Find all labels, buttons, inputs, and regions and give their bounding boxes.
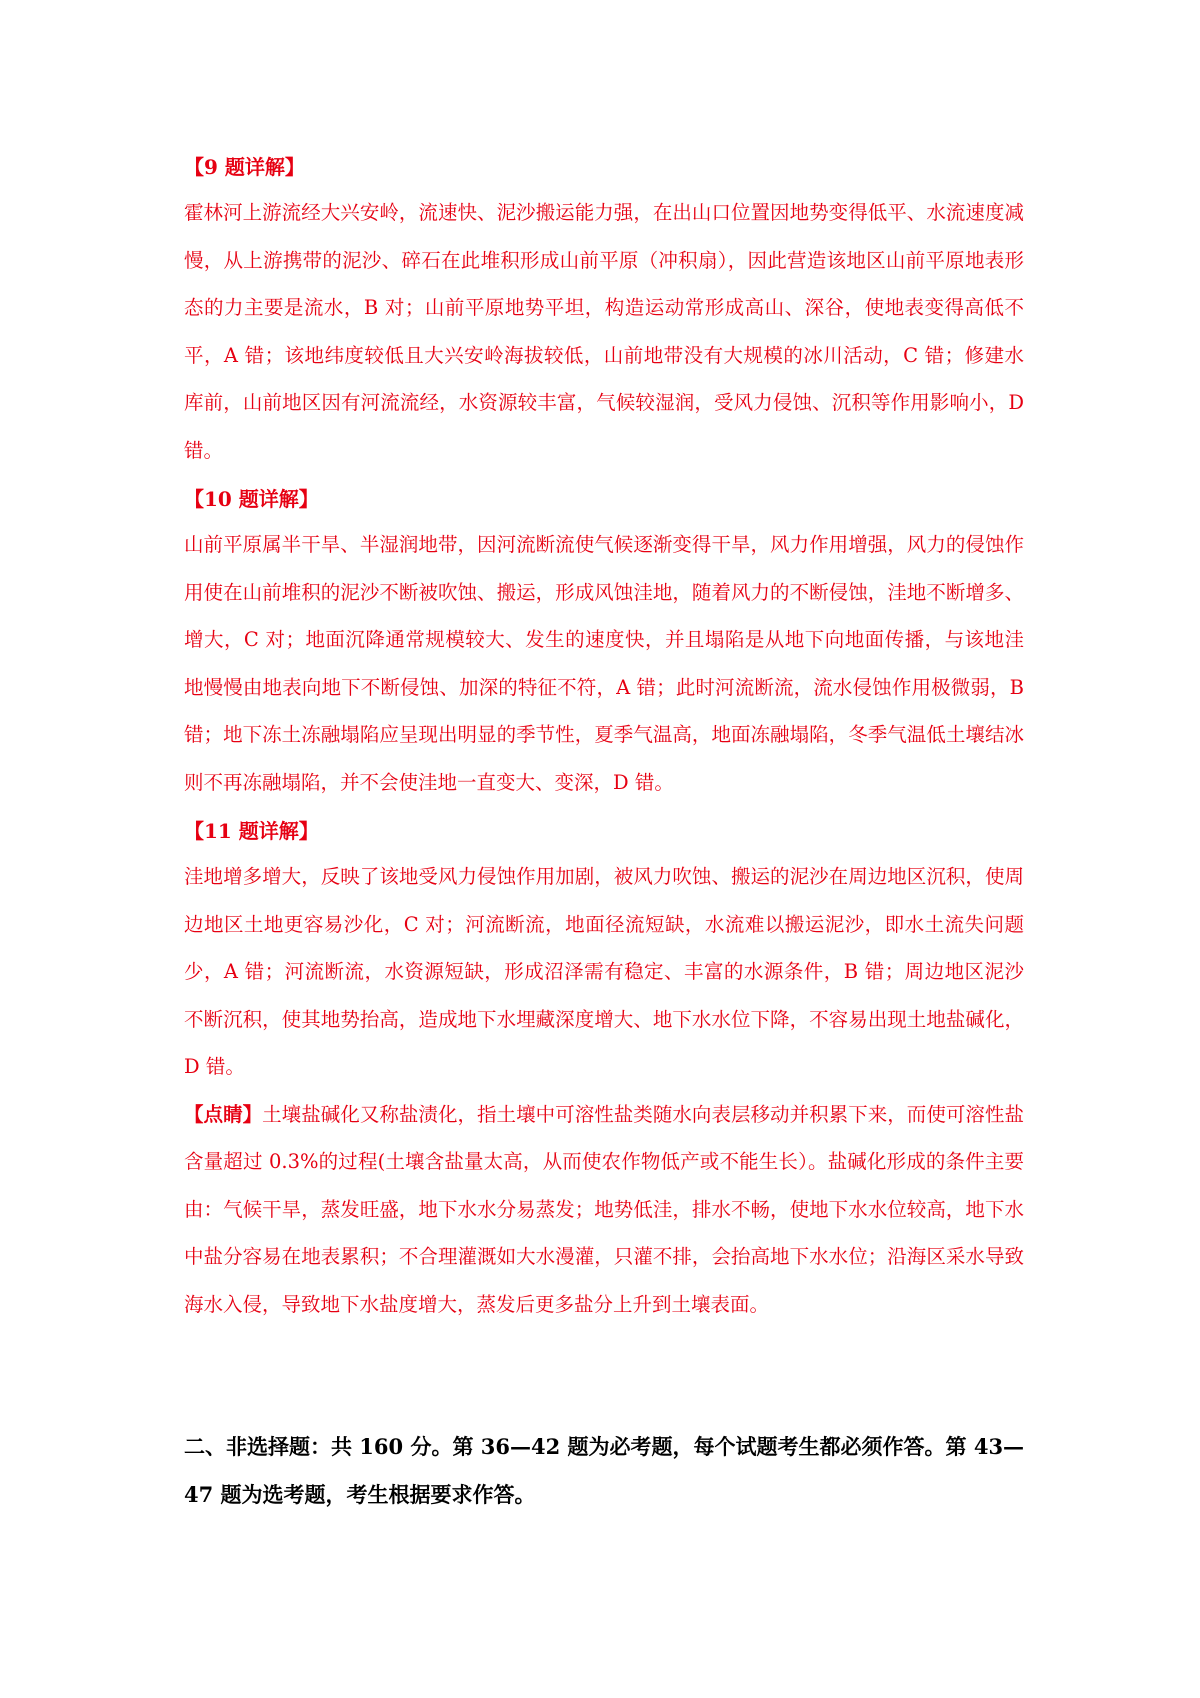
section-text-q10: 山前平原属半干旱、半湿润地带，因河流断流使气候逐渐变得干旱，风力作用增强，风力的侵蚀作用使在山前堆积的泥沙不断被吹蚀、搬运，形成风蚀洼地，随着风力的不断侵蚀，洼地不断增多、增大，C 对；地面沉降通常规模较大、发生的速度快，并且塌陷是从地下向地面传播，与该地洼地慢慢由地表向地下不断侵蚀、加深的特征不符，A 错；此时河流断流，流水侵蚀作用极微弱，B 错；地下冻土冻融塌陷应呈现出明显的季节性，夏季气温高，地面冻融塌陷，冬季气温低土壤结冰则不再冻融塌陷，并不会使洼地一直变大、变深，D 错。: [184, 533, 1024, 794]
tip-paragraph: [184, 1091, 1024, 1329]
section-heading-q9: 【9 题详解】: [184, 155, 305, 179]
answer-explanations: [184, 148, 1024, 1328]
tip-label: 【点睛】: [184, 1102, 263, 1126]
section-heading-q11: 【11 题详解】: [184, 819, 319, 843]
tip-text: 土壤盐碱化又称盐渍化，指土壤中可溶性盐类随水向表层移动并积累下来，而使可溶性盐含量超过 0.3%的过程(土壤含盐量太高，从而使农作物低产或不能生长）。盐碱化形成的条件主要由：气候干旱，蒸发旺盛，地下水水分易蒸发；地势低洼，排水不畅，使地下水水位较高，地下水中盐分容易在地表累积；不合理灌溉如大水漫灌，只灌不排，会抬高地下水水位；沿海区采水导致海水入侵，导致地下水盐度增大，蒸发后更多盐分上升到土壤表面。: [184, 1102, 1024, 1316]
section-text-q9: 霍林河上游流经大兴安岭，流速快、泥沙搬运能力强，在出山口位置因地势变得低平、水流速度减慢，从上游携带的泥沙、碎石在此堆积形成山前平原（冲积扇），因此营造该地区山前平原地表形态的力主要是流水，B 对；山前平原地势平坦，构造运动常形成高山、深谷，使地表变得高低不平，A 错；该地纬度较低且大兴安岭海拔较低，山前地带没有大规模的冰川活动，C 错；修建水库前，山前地区因有河流流经，水资源较丰富，气候较湿润，受风力侵蚀、沉积等作用影响小，D 错。: [184, 201, 1024, 462]
part-two-instructions: 二、非选择题：共 160 分。第 36—42 题为必考题，每个试题考生都必须作答。第 43—47 题为选考题，考生根据要求作答。: [184, 1434, 1025, 1507]
section-heading-q10: 【10 题详解】: [184, 487, 319, 511]
section-text-q11: 洼地增多增大，反映了该地受风力侵蚀作用加剧，被风力吹蚀、搬运的泥沙在周边地区沉积，使周边地区土地更容易沙化，C 对；河流断流，地面径流短缺，水流难以搬运泥沙，即水土流失问题少，A 错；河流断流，水资源短缺，形成沼泽需有稳定、丰富的水源条件，B 错；周边地区泥沙不断沉积，使其地势抬高，造成地下水埋藏深度增大、地下水水位下降，不容易出现土地盐碱化，D 错。: [184, 865, 1024, 1078]
